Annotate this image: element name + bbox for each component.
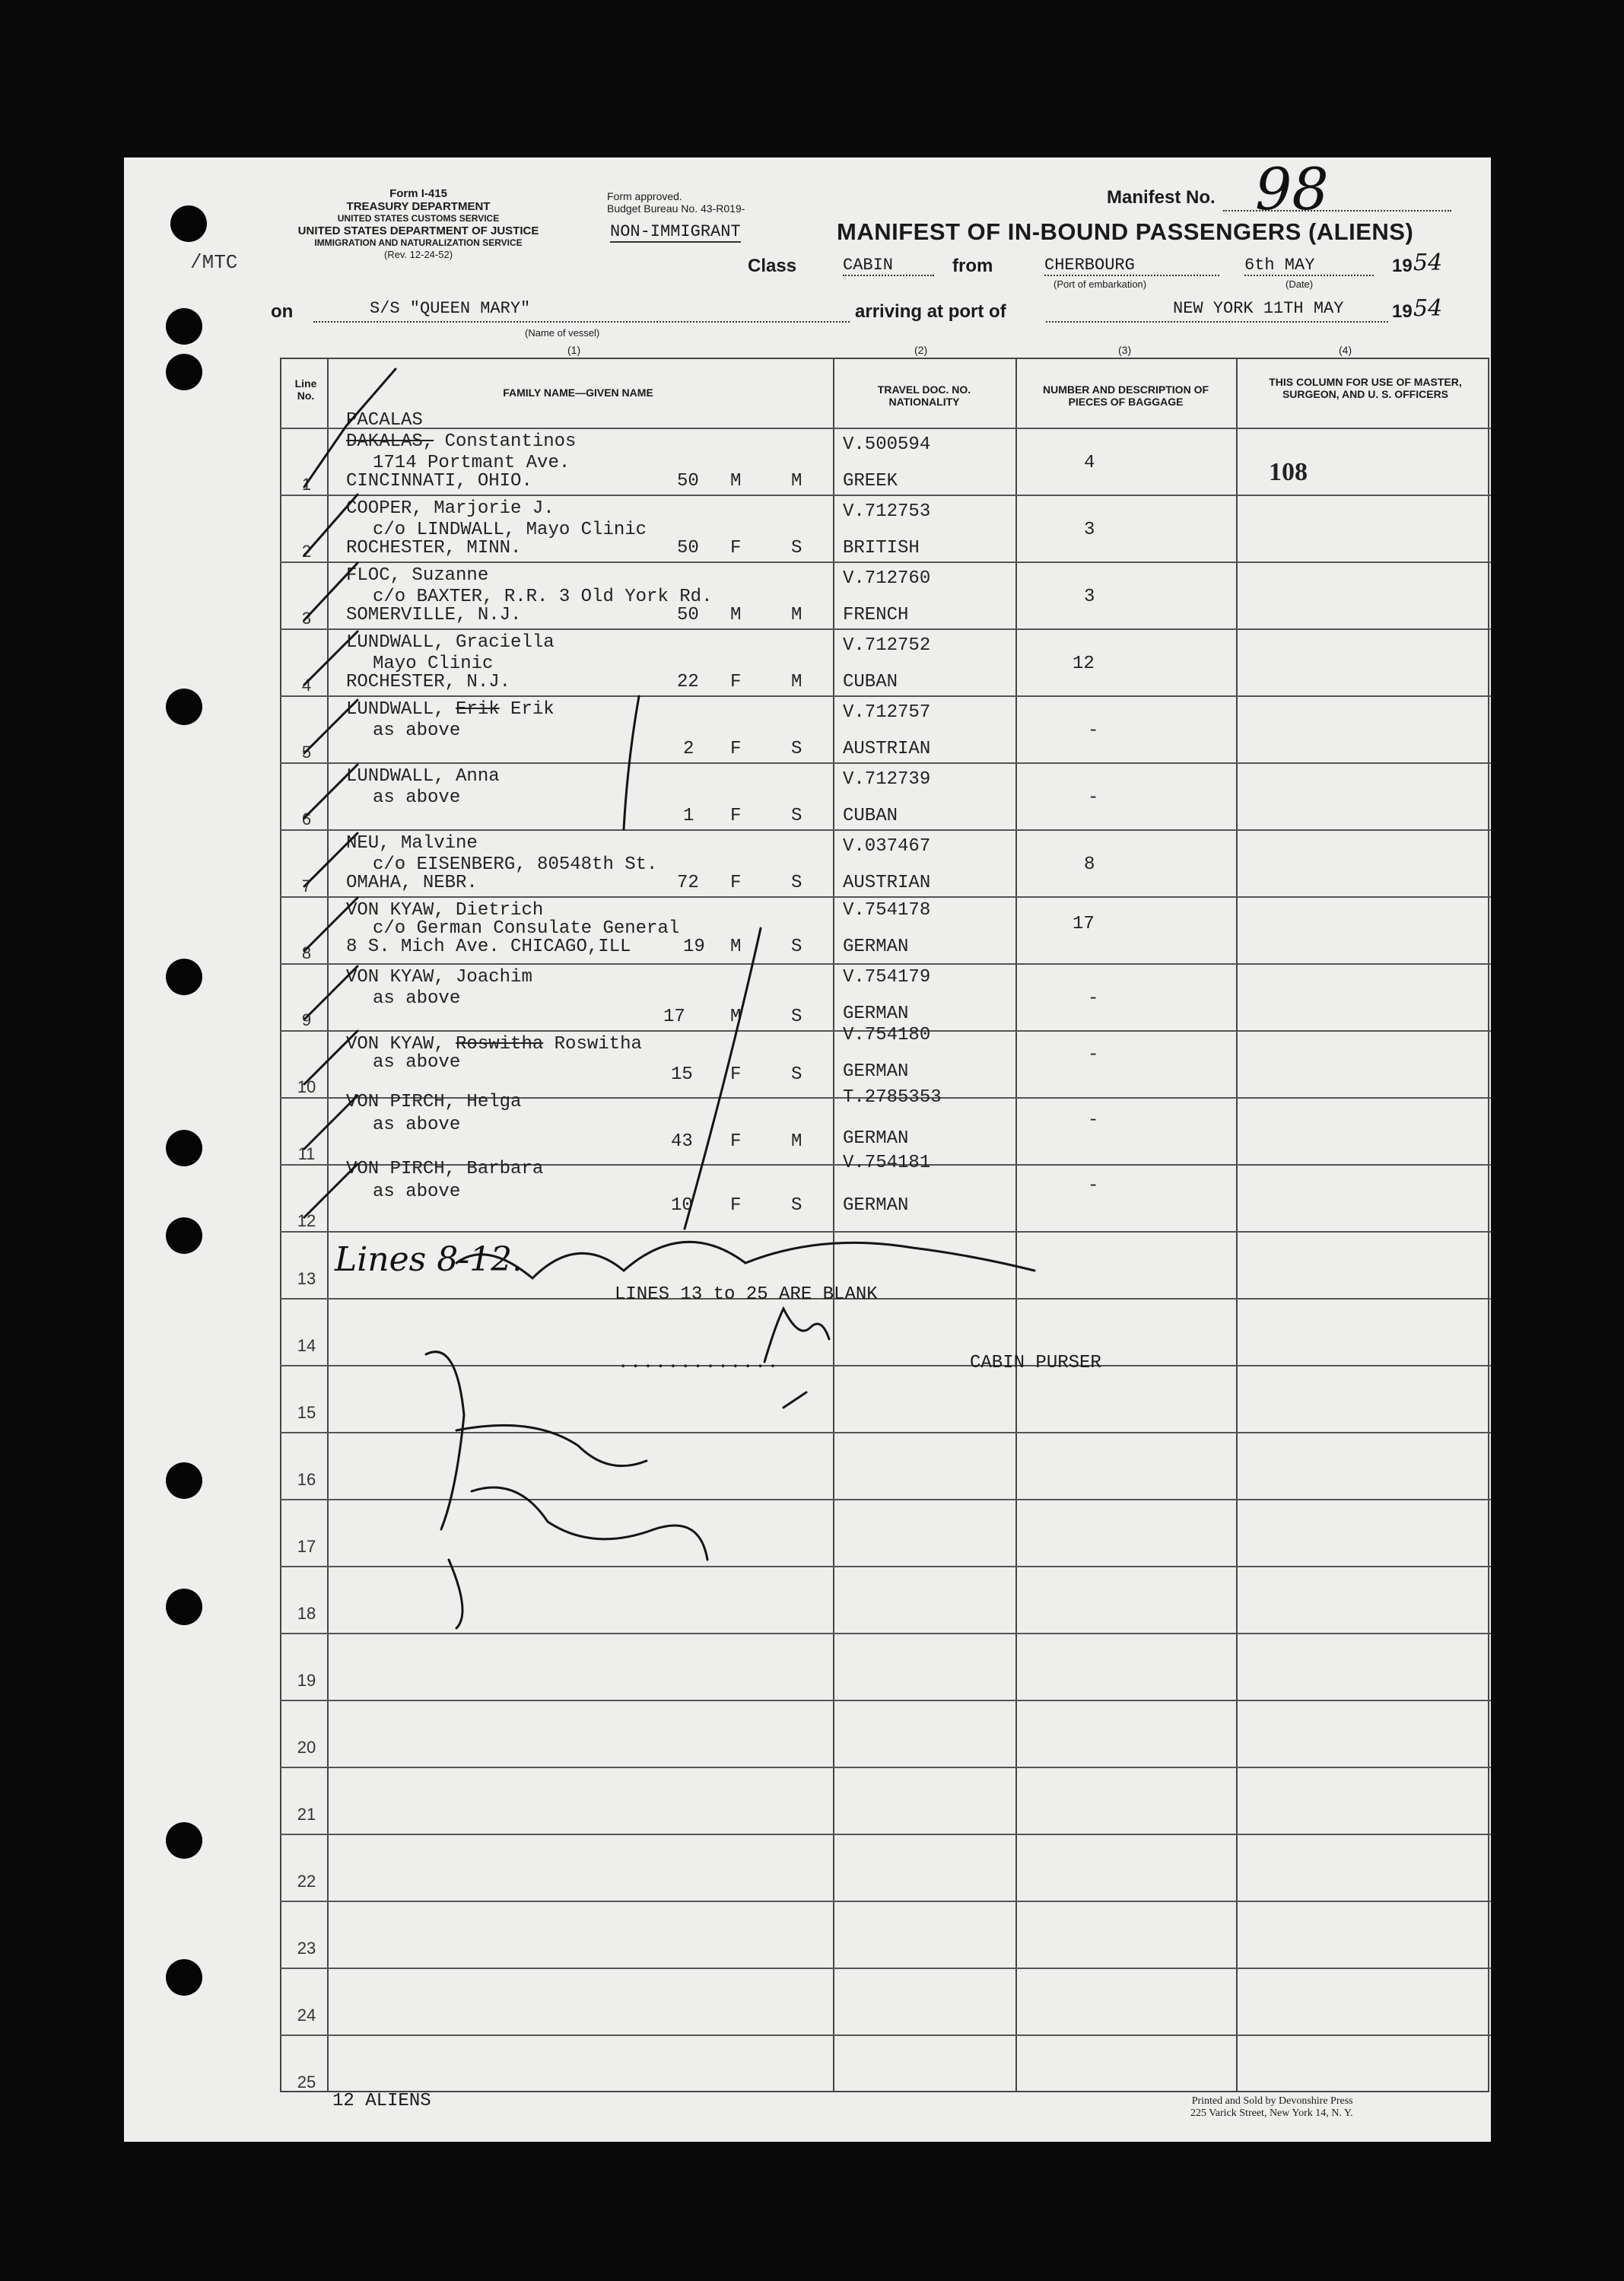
column-number-2: (2) [914, 344, 928, 356]
travel-doc-no: V.712739 [843, 769, 931, 790]
check-mark [304, 631, 358, 685]
line-number: 10 [297, 1077, 316, 1096]
passenger-sex: M [730, 937, 742, 957]
passenger-age: 50 [677, 538, 699, 558]
passenger-marital: S [791, 1007, 802, 1027]
header-line-no: Line No. [294, 377, 317, 402]
customs-service: UNITED STATES CUSTOMS SERVICE [337, 213, 500, 224]
line-number: 5 [301, 743, 312, 762]
nationality: AUSTRIAN [843, 873, 931, 893]
line-number: 12 [297, 1211, 316, 1230]
form-approved: Form approved. [607, 190, 682, 202]
passenger-name-correction: PACALAS [346, 410, 423, 431]
line-number: 6 [301, 810, 312, 829]
line-number: 4 [301, 676, 312, 695]
check-mark [304, 1096, 358, 1149]
passenger-address: c/o LINDWALL, Mayo Clinic [373, 520, 647, 540]
passenger-marital: S [791, 873, 802, 893]
passenger-age: 15 [671, 1064, 693, 1085]
bracket-stroke [685, 928, 761, 1229]
nationality: FRENCH [843, 605, 909, 625]
header-baggage: NUMBER AND DESCRIPTION OF PIECES OF BAGGAGE [1042, 383, 1209, 408]
departure-date: 6th MAY [1244, 256, 1374, 276]
passenger-name: LUNDWALL, Anna [346, 766, 500, 787]
line-number: 17 [297, 1537, 316, 1556]
passenger-marital: S [791, 806, 802, 826]
year-value: 54 [1413, 250, 1443, 276]
check-mark [304, 495, 358, 555]
passenger-marital: S [791, 937, 802, 957]
line-number: 8 [301, 943, 312, 962]
printer-line: Printed and Sold by Devonshire Press [1191, 2095, 1353, 2107]
passenger-age: 17 [663, 1007, 685, 1027]
passenger-address: c/o EISENBERG, 80548th St. [373, 854, 658, 875]
travel-doc-no: V.500594 [843, 434, 931, 455]
passenger-marital: M [791, 1131, 802, 1152]
arrival-port-date: NEW YORK 11TH MAY [1173, 299, 1344, 318]
class-value: CABIN [843, 256, 934, 276]
nationality: GERMAN [843, 937, 909, 957]
travel-doc-no: V.712753 [843, 501, 931, 522]
passenger-address: as above [373, 721, 461, 741]
line-number: 9 [301, 1010, 312, 1029]
column-number-1: (1) [567, 344, 581, 356]
baggage-count: - [1088, 1175, 1099, 1196]
passenger-sex: F [730, 538, 742, 558]
passenger-sex: F [730, 1131, 742, 1152]
vessel-name: S/S "QUEEN MARY" [370, 299, 531, 318]
blank-lines-note: LINES 13 to 25 ARE BLANK [615, 1284, 878, 1305]
passenger-sex: F [730, 672, 742, 692]
header-name: FAMILY NAME—GIVEN NAME [503, 387, 653, 399]
passenger-address: OMAHA, NEBR. [346, 873, 478, 893]
baggage-count: - [1088, 1110, 1099, 1131]
arrival-year: 54 [1413, 295, 1443, 322]
baggage-count: - [1088, 988, 1099, 1009]
manifest-no-label: Manifest No. [1107, 187, 1216, 208]
passenger-marital: S [791, 1195, 802, 1216]
printer-info [1190, 2095, 1353, 2120]
line-number: 18 [297, 1604, 316, 1623]
margin-note: /MTC [190, 251, 238, 274]
column-number-3: (3) [1118, 344, 1132, 356]
nationality: GERMAN [843, 1128, 909, 1149]
passenger-sex: F [730, 873, 742, 893]
passenger-marital: M [791, 471, 802, 492]
passenger-address: 8 S. Mich Ave. CHICAGO,ILL [346, 937, 631, 957]
passenger-sex: F [730, 806, 742, 826]
line-number: 21 [297, 1805, 316, 1824]
line-number: 13 [297, 1269, 316, 1288]
signature-scribble [426, 1352, 707, 1628]
travel-doc-no: V.712760 [843, 568, 931, 589]
vessel-caption: (Name of vessel) [525, 327, 600, 339]
header-officers: THIS COLUMN FOR USE OF MASTER, SURGEON, AND U. S. OFFICERS [1269, 376, 1462, 400]
struck-given-name: Erik [456, 699, 500, 720]
column-number-4: (4) [1339, 344, 1352, 356]
passenger-address: as above [373, 988, 461, 1009]
passenger-age: 19 [683, 937, 705, 957]
line-number: 19 [297, 1671, 316, 1690]
nationality: AUSTRIAN [843, 739, 931, 759]
line-number: 11 [297, 1144, 316, 1163]
baggage-count: 8 [1084, 854, 1095, 875]
arrival-year-prefix: 19 [1392, 301, 1413, 322]
passenger-address: c/o German Consulate General [373, 918, 680, 939]
passenger-address: as above [373, 1182, 461, 1202]
line-number: 23 [297, 1939, 316, 1958]
line-number: 24 [297, 2006, 316, 2025]
baggage-count: 3 [1084, 520, 1095, 540]
justice-dept: UNITED STATES DEPARTMENT OF JUSTICE [297, 224, 539, 237]
line-number: 16 [297, 1470, 316, 1489]
from-label: from [952, 256, 993, 276]
given-name-correction: Erik [510, 699, 555, 720]
passenger-name: VON KYAW, Joachim [346, 967, 532, 988]
baggage-count: 3 [1084, 587, 1095, 607]
line-number: 25 [297, 2073, 316, 2092]
travel-doc-no: V.712752 [843, 635, 931, 656]
check-mark [304, 966, 358, 1020]
officer-note: 108 [1269, 458, 1308, 486]
struck-surname: DAKALAS, [346, 431, 434, 452]
check-mark [304, 1031, 358, 1084]
passenger-age: 72 [677, 873, 699, 893]
passenger-address: ROCHESTER, MINN. [346, 538, 522, 558]
line-number: 1 [301, 475, 312, 494]
passenger-address: CINCINNATI, OHIO. [346, 471, 532, 492]
passenger-address: SOMERVILLE, N.J. [346, 605, 522, 625]
passenger-address: c/o BAXTER, R.R. 3 Old York Rd. [373, 587, 713, 607]
check-mark [304, 1164, 358, 1217]
date-caption: (Date) [1286, 278, 1314, 290]
passenger-age: 43 [671, 1131, 693, 1152]
passenger-name: LUNDWALL, Graciella [346, 632, 555, 653]
travel-doc-no: V.037467 [843, 836, 931, 857]
baggage-count: 12 [1073, 654, 1095, 674]
passenger-age: 2 [683, 739, 694, 759]
passenger-name: VON KYAW, Dietrich [346, 900, 544, 921]
embarkation-caption: (Port of embarkation) [1054, 278, 1147, 290]
handwritten-lines-note: Lines 8-12. [335, 1240, 523, 1279]
passenger-sex: M [730, 1007, 742, 1027]
given-name-correction: Roswitha [554, 1034, 642, 1055]
passenger-name: COOPER, Marjorie J. [346, 498, 555, 519]
passenger-address: as above [373, 1052, 461, 1073]
check-mark [304, 898, 358, 951]
check-mark [304, 833, 358, 886]
passenger-age: 50 [677, 471, 699, 492]
signature-dots: ............. [618, 1353, 780, 1373]
line-number: 3 [301, 609, 312, 628]
check-mark [304, 765, 358, 818]
passenger-address: as above [373, 1115, 461, 1135]
line-number: 15 [297, 1403, 316, 1422]
nationality: CUBAN [843, 672, 898, 692]
passenger-age: 50 [677, 605, 699, 625]
baggage-count: - [1088, 721, 1099, 741]
arriving-label: arriving at port of [855, 301, 1006, 322]
passenger-name: FLOC, Suzanne [346, 565, 489, 586]
given-name: Constantinos [444, 431, 577, 452]
check-mark [304, 369, 396, 487]
passenger-marital: M [791, 672, 802, 692]
travel-doc-no: V.754178 [843, 900, 931, 921]
nationality: BRITISH [843, 538, 920, 558]
passenger-marital: S [791, 538, 802, 558]
nationality: CUBAN [843, 806, 898, 826]
revision: (Rev. 12-24-52) [383, 249, 453, 260]
passenger-address: ROCHESTER, N.J. [346, 672, 511, 692]
form-number: Form I-415 [389, 187, 447, 200]
travel-doc-no: V.754180 [843, 1025, 931, 1045]
line-number: 22 [297, 1872, 316, 1891]
manifest-title: MANIFEST OF IN-BOUND PASSENGERS (ALIENS) [837, 218, 1414, 245]
passenger-age: 10 [671, 1195, 693, 1216]
passenger-age: 1 [683, 806, 694, 826]
printer-address: 225 Varick Street, New York 14, N. Y. [1190, 2108, 1353, 2119]
nationality: GERMAN [843, 1061, 909, 1082]
ins-service: IMMIGRATION AND NATURALIZATION SERVICE [314, 237, 523, 248]
bracket-stroke [624, 696, 639, 829]
header-travel-doc: TRAVEL DOC. NO. NATIONALITY [877, 383, 971, 408]
line-number: 7 [301, 876, 312, 896]
passenger-address: as above [373, 787, 461, 808]
line-number: 2 [301, 542, 312, 561]
passenger-sex: F [730, 1195, 742, 1216]
embarkation-port: CHERBOURG [1044, 256, 1219, 276]
passenger-name: VON PIRCH, Barbara [346, 1159, 544, 1179]
check-mark [304, 563, 358, 620]
alien-total: 12 ALIENS [332, 2091, 431, 2111]
signature-scribble [456, 1242, 1034, 1278]
passenger-sex: F [730, 739, 742, 759]
travel-doc-no: T.2785353 [843, 1087, 942, 1108]
passenger-sex: M [730, 605, 742, 625]
surname: LUNDWALL, [346, 699, 445, 720]
check-mark [304, 700, 358, 753]
passenger-name: NEU, Malvine [346, 833, 478, 854]
year-prefix: 19 [1392, 256, 1413, 276]
passenger-sex: M [730, 471, 742, 492]
travel-doc-no: V.712757 [843, 702, 931, 723]
passenger-marital: S [791, 739, 802, 759]
baggage-count: 17 [1073, 914, 1095, 934]
line-number: 20 [297, 1738, 316, 1757]
travel-doc-no: V.754181 [843, 1153, 931, 1173]
passenger-age: 22 [677, 672, 699, 692]
passenger-sex: F [730, 1064, 742, 1085]
nationality: GREEK [843, 471, 898, 492]
manifest-no: 98 [1255, 155, 1329, 223]
line-number: 14 [297, 1336, 316, 1355]
passenger-marital: M [791, 605, 802, 625]
baggage-count: - [1088, 1045, 1099, 1065]
struck-given-name: Roswitha [456, 1034, 544, 1055]
surname: VON KYAW, [346, 1034, 445, 1055]
class-label: Class [748, 256, 797, 276]
baggage-count: - [1088, 787, 1099, 808]
visa-type: NON-IMMIGRANT [610, 222, 741, 241]
passenger-address: 1714 Portmant Ave. [373, 453, 570, 473]
budget-bureau: Budget Bureau No. 43-R019- [607, 202, 745, 215]
nationality: GERMAN [843, 1004, 909, 1024]
on-label: on [271, 301, 294, 322]
passenger-address: Mayo Clinic [373, 654, 494, 674]
baggage-count: 4 [1084, 453, 1095, 473]
travel-doc-no: V.754179 [843, 967, 931, 988]
purser-label: CABIN PURSER [970, 1353, 1101, 1373]
passenger-name: VON PIRCH, Helga [346, 1092, 522, 1112]
treasury-dept: TREASURY DEPARTMENT [346, 200, 491, 213]
nationality: GERMAN [843, 1195, 909, 1216]
passenger-marital: S [791, 1064, 802, 1085]
